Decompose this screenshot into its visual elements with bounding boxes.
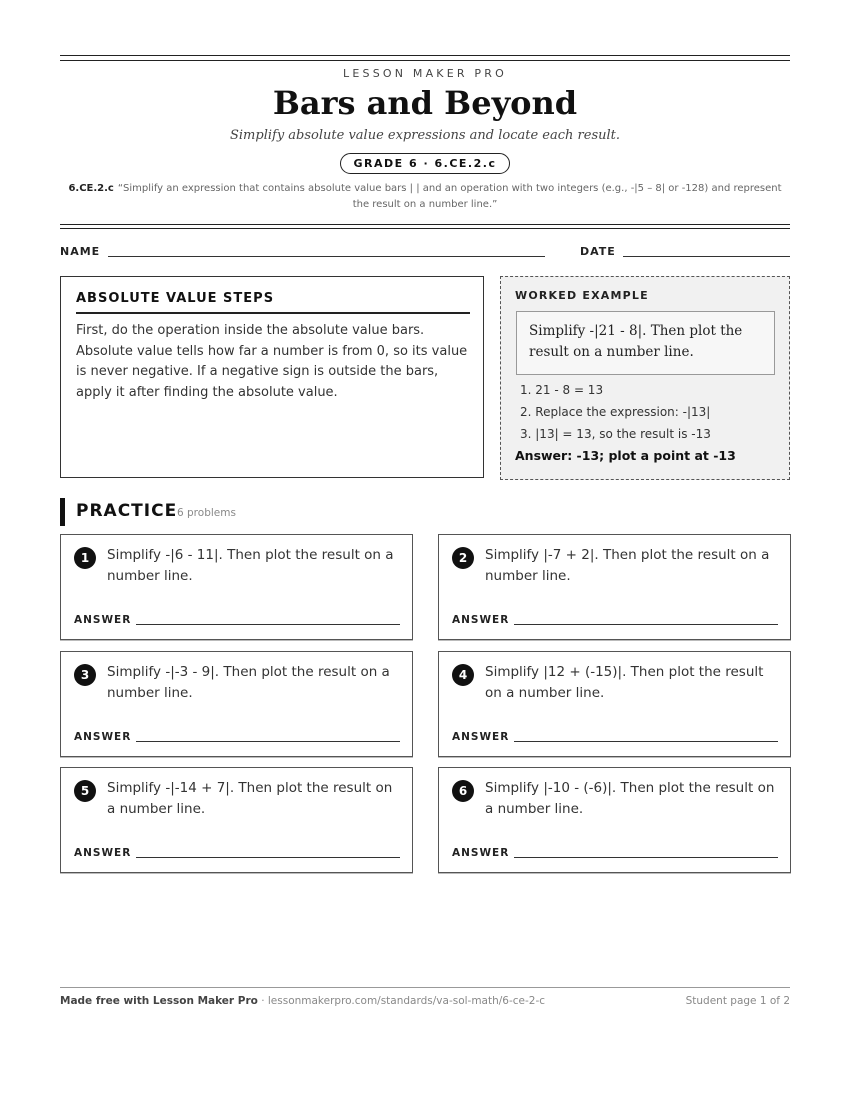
answer-label: ANSWER	[74, 731, 132, 743]
problem-text: Simplify |-7 + 2|. Then plot the result on a number line.	[485, 547, 770, 584]
footer-page-number: Student page 1 of 2	[685, 995, 790, 1007]
problem-card	[438, 534, 791, 640]
footer-rule	[60, 987, 790, 988]
grade-badge-wrap	[60, 152, 790, 174]
steps-text: First, do the operation inside the absolute value bars. Absolute value tells how far a number is from 0, so its value is never negative. If a negative sign is outside the bars, apply it after finding the absolute value.	[76, 323, 468, 400]
worked-example-steps	[520, 379, 711, 445]
date-label: DATE	[580, 245, 616, 258]
problem-card	[438, 767, 791, 873]
worksheet-subtitle: Simplify absolute value expressions and locate each result.	[229, 128, 620, 143]
standard-text: “Simplify an expression that contains absolute value bars | | and an operation with two integers (e.g., -|5 – 8| or -128) and represent the result on a number line.”	[117, 183, 782, 210]
worked-example-box	[500, 276, 790, 480]
problem-text: Simplify -|-14 + 7|. Then plot the result on a number line.	[107, 780, 393, 817]
problem-number-badge: 5	[74, 780, 96, 802]
practice-accent-bar	[60, 498, 65, 526]
problem-number-badge: 2	[452, 547, 474, 569]
problem-card	[60, 651, 413, 757]
worked-example-step: 3. |13| = 13, so the result is -13	[520, 427, 711, 441]
problem-card	[438, 651, 791, 757]
name-field[interactable]	[108, 256, 545, 257]
footer-made-with: Made free with Lesson Maker Pro	[60, 995, 258, 1007]
practice-count: 6 problems	[177, 507, 236, 519]
standard-description	[60, 181, 790, 213]
problem-number-badge: 6	[452, 780, 474, 802]
problem-number-badge: 4	[452, 664, 474, 686]
answer-field[interactable]	[136, 741, 400, 742]
footer-credit	[60, 995, 545, 1007]
footer-url-link[interactable]: lessonmakerpro.com/standards/va-sol-math/6-ce-2-c	[267, 995, 546, 1007]
header-bottom-rule	[60, 224, 790, 229]
problem-text: Simplify |12 + (-15)|. Then plot the result on a number line.	[485, 664, 764, 701]
problem-card	[60, 534, 413, 640]
answer-label: ANSWER	[74, 847, 132, 859]
footer-separator: ·	[257, 995, 268, 1007]
answer-field[interactable]	[514, 624, 778, 625]
grade-badge: GRADE 6 · 6.CE.2.c	[340, 153, 511, 174]
name-date-row	[60, 245, 790, 259]
worked-example-step: 2. Replace the expression: -|13|	[520, 405, 711, 419]
answer-field[interactable]	[514, 741, 778, 742]
answer-label: ANSWER	[452, 731, 510, 743]
worked-example-heading: WORKED EXAMPLE	[515, 289, 649, 302]
worked-example-answer: Answer: -13; plot a point at -13	[515, 448, 736, 463]
problem-text: Simplify -|6 - 11|. Then plot the result on a number line.	[107, 547, 394, 584]
worked-example-step: 1. 21 - 8 = 13	[520, 383, 604, 397]
problem-number-badge: 1	[74, 547, 96, 569]
answer-field[interactable]	[136, 857, 400, 858]
problem-text: Simplify |-10 - (-6)|. Then plot the result on a number line.	[485, 780, 775, 817]
name-label: NAME	[60, 245, 101, 258]
answer-label: ANSWER	[74, 614, 132, 626]
problem-number-badge: 3	[74, 664, 96, 686]
answer-field[interactable]	[136, 624, 400, 625]
date-field[interactable]	[623, 256, 790, 257]
answer-label: ANSWER	[452, 847, 510, 859]
problem-text: Simplify -|-3 - 9|. Then plot the result on a number line.	[107, 664, 390, 701]
practice-title: PRACTICE	[76, 501, 178, 521]
absolute-value-steps-box	[60, 276, 484, 478]
worked-example-problem: Simplify -|21 - 8|. Then plot the result on a number line.	[516, 311, 775, 375]
steps-heading: ABSOLUTE VALUE STEPS	[76, 291, 470, 314]
standard-code: 6.CE.2.c	[68, 183, 114, 194]
worksheet-title: Bars and Beyond	[272, 84, 578, 122]
answer-label: ANSWER	[452, 614, 510, 626]
problem-card	[60, 767, 413, 873]
header-double-rule	[60, 55, 790, 61]
answer-field[interactable]	[514, 857, 778, 858]
brand-name: LESSON MAKER PRO	[343, 67, 507, 80]
